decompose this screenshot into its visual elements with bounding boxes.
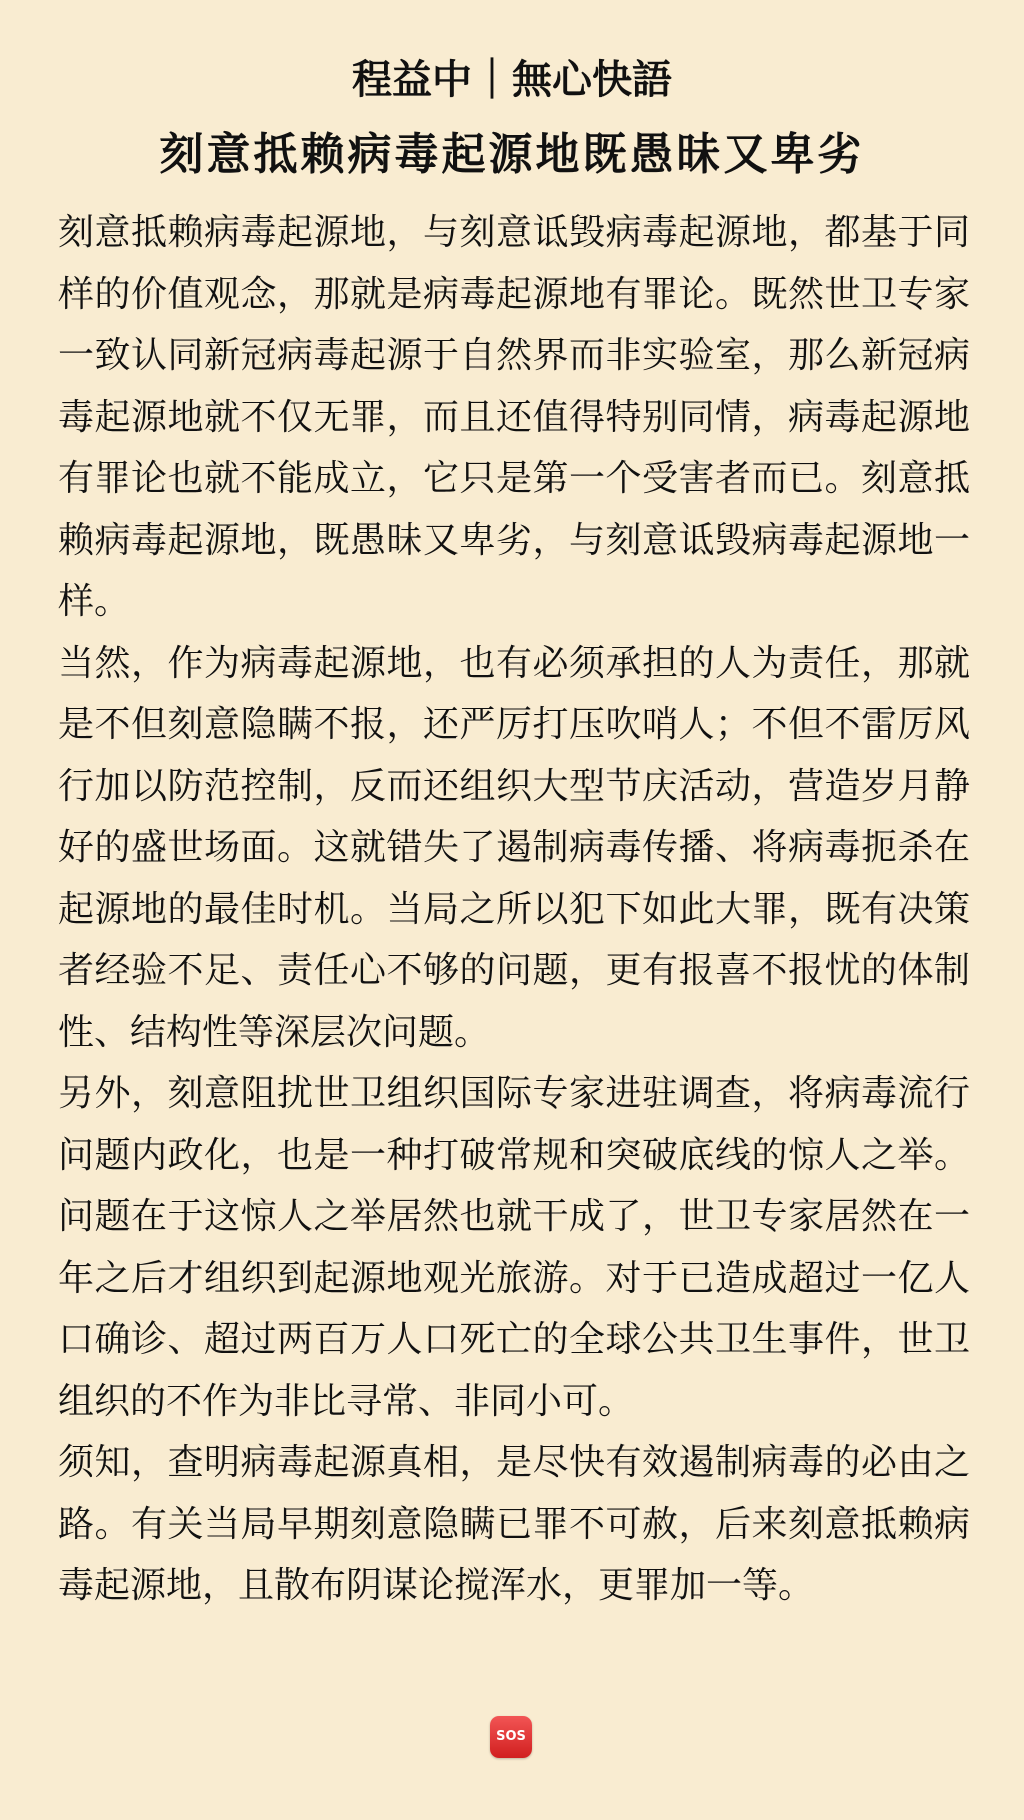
column-title: 程益中｜無心快語 — [352, 56, 672, 103]
article-paragraph: 刻意抵赖病毒起源地，与刻意诋毁病毒起源地，都基于同样的价值观念，那就是病毒起源地有罪论。既然世卫专家一致认同新冠病毒起源于自然界而非实验室，那么新冠病毒起源地就不仅无罪，而且还值得特别同情，病毒起源地有罪论也就不能成立，它只是第一个受害者而已。刻意抵赖病毒起源地，既愚昧又卑劣，与刻意诋毁病毒起源地一样。 — [58, 212, 970, 622]
sos-label: SOS — [496, 1729, 526, 1744]
article-paragraph: 另外，刻意阻扰世卫组织国际专家进驻调查，将病毒流行问题内政化，也是一种打破常规和突破底线的惊人之举。问题在于这惊人之举居然也就干成了，世卫专家居然在一年之后才组织到起源地观光旅游。对于已造成超过一亿人口确诊、超过两百万人口死亡的全球公共卫生事件，世卫组织的不作为非比寻常、非同小可。 — [58, 1073, 970, 1422]
article-paragraph: 须知，查明病毒起源真相，是尽快有效遏制病毒的必由之路。有关当局早期刻意隐瞒已罪不可赦，后来刻意抵赖病毒起源地，且散布阴谋论搅浑水，更罪加一等。 — [58, 1442, 970, 1606]
sos-emoji-icon — [490, 1716, 532, 1758]
article-title: 刻意抵赖病毒起源地既愚昧又卑劣 — [159, 129, 865, 180]
article-body — [58, 202, 970, 1617]
article-paragraph: 当然，作为病毒起源地，也有必须承担的人为责任，那就是不但刻意隐瞒不报，还严厉打压吹哨人；不但不雷厉风行加以防范控制，反而还组织大型节庆活动，营造岁月静好的盛世场面。这就错失了遏制病毒传播、将病毒扼杀在起源地的最佳时机。当局之所以犯下如此大罪，既有决策者经验不足、责任心不够的问题，更有报喜不报忧的体制性、结构性等深层次问题。 — [58, 642, 970, 1053]
